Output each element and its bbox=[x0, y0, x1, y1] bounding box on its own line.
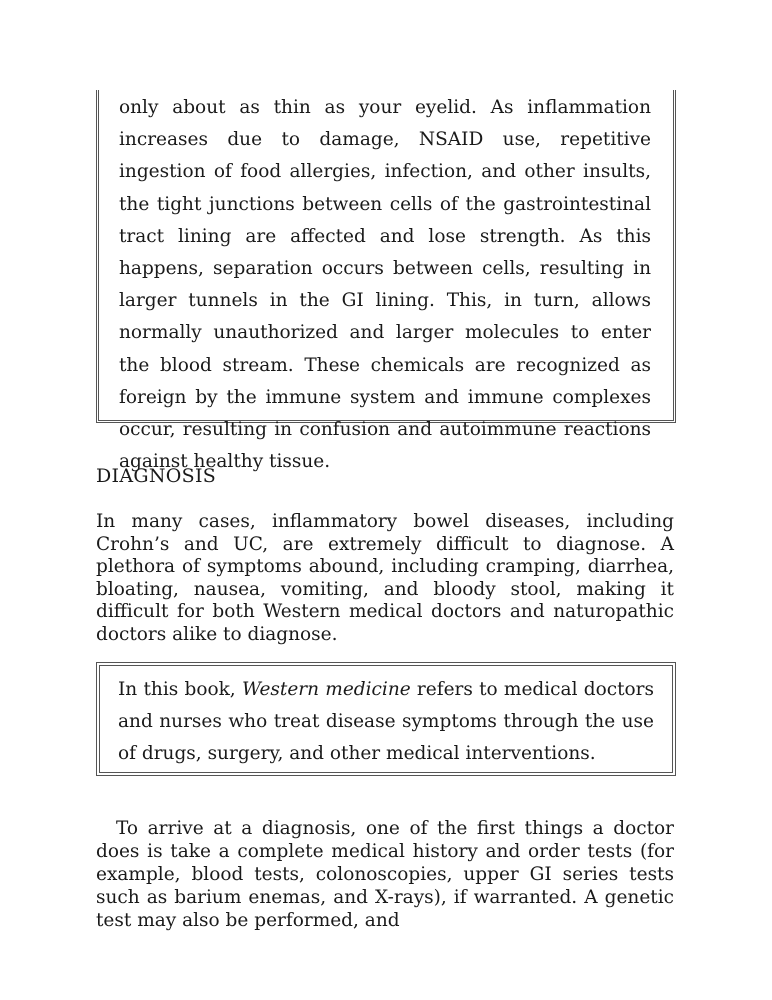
body-paragraph-1: In many cases, inflammatory bowel diseases, including Crohn’s and UC, are extremely difficult to diagnose. A plethora of symptoms abound, including cramping, diarrhea, bloating, nausea, vomiting, and bloody stool, making it difficult for both Western medical doctors and naturopathic doctors alike to diagnose. bbox=[96, 511, 674, 645]
sidebar-paragraph: only about as thin as your eyelid. As inflammation increases due to damage, NSAID use, repetitive ingestion of food allergies, infection, and other insults, the tight junctions between cells of the gastrointestinal tract lining are affected and lose strength. As this happens, separation occurs between cells, resulting in larger tunnels in the GI lining. This, in turn, allows normally unauthorized and larger molecules to enter the blood stream. These chemicals are recognized as foreign by the immune system and immune complexes occur, resulting in confusion and autoimmune reactions against healthy tissue. bbox=[119, 97, 651, 473]
note-text-end: refers to medical doctors and nurses who treat disease symptoms through the use of drugs, surgery, and other medical interventions. bbox=[118, 679, 654, 765]
note-paragraph bbox=[118, 674, 654, 771]
section-heading: DIAGNOSIS bbox=[96, 465, 217, 487]
note-emphasis: Western medicine bbox=[241, 679, 411, 700]
note-text-start: In this book, bbox=[118, 679, 242, 700]
continued-sidebar-box bbox=[96, 90, 676, 473]
body-paragraph-2: To arrive at a diagnosis, one of the first things a doctor does is take a complete medical history and order tests (for example, blood tests, colonoscopies, upper GI series tests such as barium enemas, and X-rays), if warranted. A genetic test may also be performed, and bbox=[96, 818, 674, 931]
definition-note-box bbox=[96, 662, 676, 776]
